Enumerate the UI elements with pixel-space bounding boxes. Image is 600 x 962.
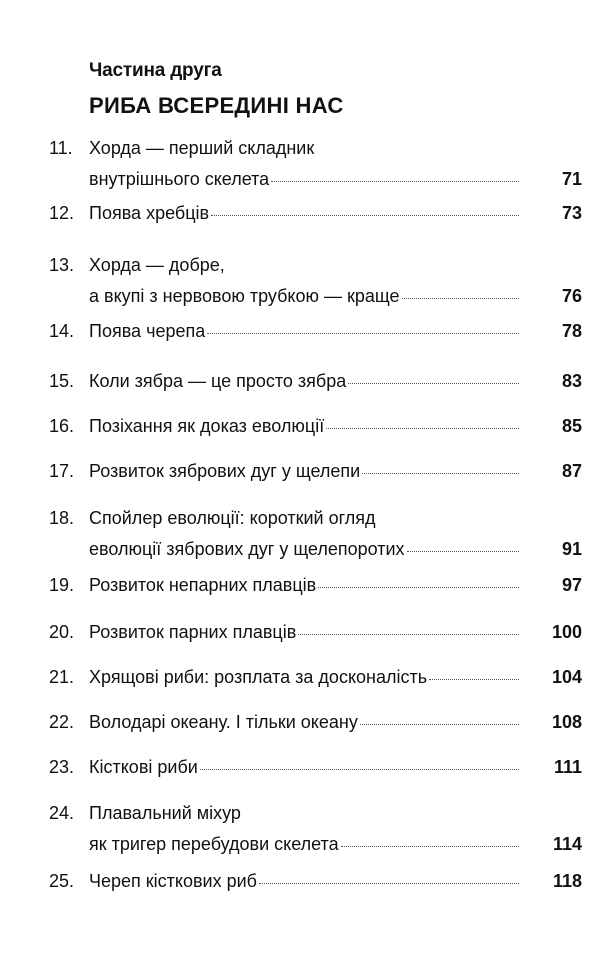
- toc-entry[interactable]: [0, 570, 600, 601]
- dot-leader: [211, 215, 519, 216]
- toc-entry-title: [89, 798, 519, 860]
- toc-entry-page-number: 78: [561, 321, 582, 341]
- toc-entry-title: [89, 752, 519, 783]
- toc-entry-title: [89, 570, 519, 601]
- dot-leader: [271, 181, 519, 182]
- toc-entry-title-line: Хорда — перший складник: [89, 138, 315, 158]
- toc-entry-page-number: 71: [561, 169, 582, 189]
- dot-leader: [207, 333, 519, 334]
- toc-entry-title-line: Розвиток непарних плавців: [89, 575, 317, 595]
- toc-entry-title-line: а вкупі з нервовою трубкою — краще: [89, 286, 400, 306]
- dot-leader: [402, 298, 519, 299]
- toc-entry[interactable]: [0, 366, 600, 397]
- dot-leader: [362, 473, 519, 474]
- toc-entry-number: 16.: [49, 416, 75, 436]
- dot-leader: [407, 551, 519, 552]
- toc-entry-title-line: Позіхання як доказ еволюції: [89, 416, 325, 436]
- toc-entry[interactable]: [0, 133, 600, 195]
- toc-entry-number: 17.: [49, 461, 75, 481]
- toc-entry[interactable]: [0, 316, 600, 347]
- toc-entry-number: 20.: [49, 622, 75, 642]
- toc-entry-page-number: 85: [561, 416, 582, 436]
- toc-entry[interactable]: [0, 617, 600, 648]
- toc-entry-page-number: 111: [553, 757, 582, 777]
- toc-entry-title: [89, 133, 519, 195]
- toc-entry-title: [89, 866, 519, 897]
- toc-entry-title: [89, 707, 519, 738]
- toc-entry-title-line: Розвиток зябрових дуг у щелепи: [89, 461, 361, 481]
- toc-entry-number: 19.: [49, 575, 75, 595]
- toc-entry[interactable]: [0, 456, 600, 487]
- toc-entry-title-line: Володарі океану. І тільки океану: [89, 712, 358, 732]
- toc-entry-page-number: 83: [561, 371, 582, 391]
- toc-entry[interactable]: [0, 662, 600, 693]
- toc-entry-number: 14.: [49, 321, 75, 341]
- toc-entry-page-number: 97: [561, 575, 582, 595]
- toc-entry-page-number: 91: [561, 539, 582, 559]
- toc-entry-page-number: 76: [561, 286, 582, 306]
- toc-entry-title: [89, 250, 519, 312]
- part-label: Частина друга: [89, 60, 222, 81]
- dot-leader: [429, 679, 519, 680]
- toc-entry-title-line: Кісткові риби: [89, 757, 198, 777]
- toc-entry-title-line: Плавальний міхур: [89, 803, 241, 823]
- toc-entry-page-number: 104: [551, 667, 582, 687]
- toc-entry[interactable]: [0, 250, 600, 312]
- part-title: РИБА ВСЕРЕДИНІ НАС: [89, 93, 344, 118]
- toc-entry[interactable]: [0, 707, 600, 738]
- toc-entry-page-number: 87: [561, 461, 582, 481]
- toc-entry[interactable]: [0, 503, 600, 565]
- dot-leader: [360, 724, 519, 725]
- toc-entry-title: [89, 503, 519, 565]
- toc-entry-title: [89, 411, 519, 442]
- toc-entry[interactable]: [0, 752, 600, 783]
- toc-entry-number: 13.: [49, 255, 75, 275]
- toc-entry-title: [89, 366, 519, 397]
- toc-entry-title-line: Спойлер еволюції: короткий огляд: [89, 508, 376, 528]
- toc-entry[interactable]: [0, 198, 600, 229]
- toc-entry-title-line: внутрішнього скелета: [89, 169, 270, 189]
- toc-entry-page-number: 100: [551, 622, 582, 642]
- toc-entry-title-line: як тригер перебудови скелета: [89, 834, 339, 854]
- dot-leader: [318, 587, 519, 588]
- dot-leader: [341, 846, 519, 847]
- toc-entry-title-line: Поява хребців: [89, 203, 210, 223]
- toc-entry-number: 24.: [49, 803, 75, 823]
- toc-entry-number: 21.: [49, 667, 75, 687]
- toc-entry-title: [89, 662, 519, 693]
- toc-entry-title-line: Поява черепа: [89, 321, 206, 341]
- dot-leader: [298, 634, 519, 635]
- toc-entry[interactable]: [0, 411, 600, 442]
- toc-entry-number: 15.: [49, 371, 75, 391]
- toc-entry-title: [89, 617, 519, 648]
- dot-leader: [200, 769, 519, 770]
- toc-entry-page-number: 114: [552, 834, 582, 854]
- toc-entry-title-line: Коли зябра — це просто зябра: [89, 371, 347, 391]
- toc-entry-page-number: 118: [552, 871, 582, 891]
- toc-entry-title: [89, 316, 519, 347]
- toc-entry-number: 22.: [49, 712, 75, 732]
- toc-entry-title-line: Хорда — добре,: [89, 255, 225, 275]
- dot-leader: [348, 383, 519, 384]
- toc-entry-title-line: еволюції зябрових дуг у щелепоротих: [89, 539, 405, 559]
- toc-entry-title-line: Череп кісткових риб: [89, 871, 257, 891]
- toc-entry-page-number: 73: [561, 203, 582, 223]
- toc-entry-number: 18.: [49, 508, 75, 528]
- toc-entry-number: 25.: [49, 871, 75, 891]
- toc-entry-number: 11.: [49, 138, 73, 158]
- toc-entry-title-line: Хрящові риби: розплата за досконалість: [89, 667, 428, 687]
- toc-entry-page-number: 108: [551, 712, 582, 732]
- toc-entry-title: [89, 456, 519, 487]
- toc-entry-number: 12.: [49, 203, 75, 223]
- toc-entry[interactable]: [0, 798, 600, 860]
- toc-entry-title: [89, 198, 519, 229]
- dot-leader: [259, 883, 519, 884]
- dot-leader: [326, 428, 519, 429]
- toc-entry-title-line: Розвиток парних плавців: [89, 622, 297, 642]
- toc-entry-number: 23.: [49, 757, 75, 777]
- toc-entry[interactable]: [0, 866, 600, 897]
